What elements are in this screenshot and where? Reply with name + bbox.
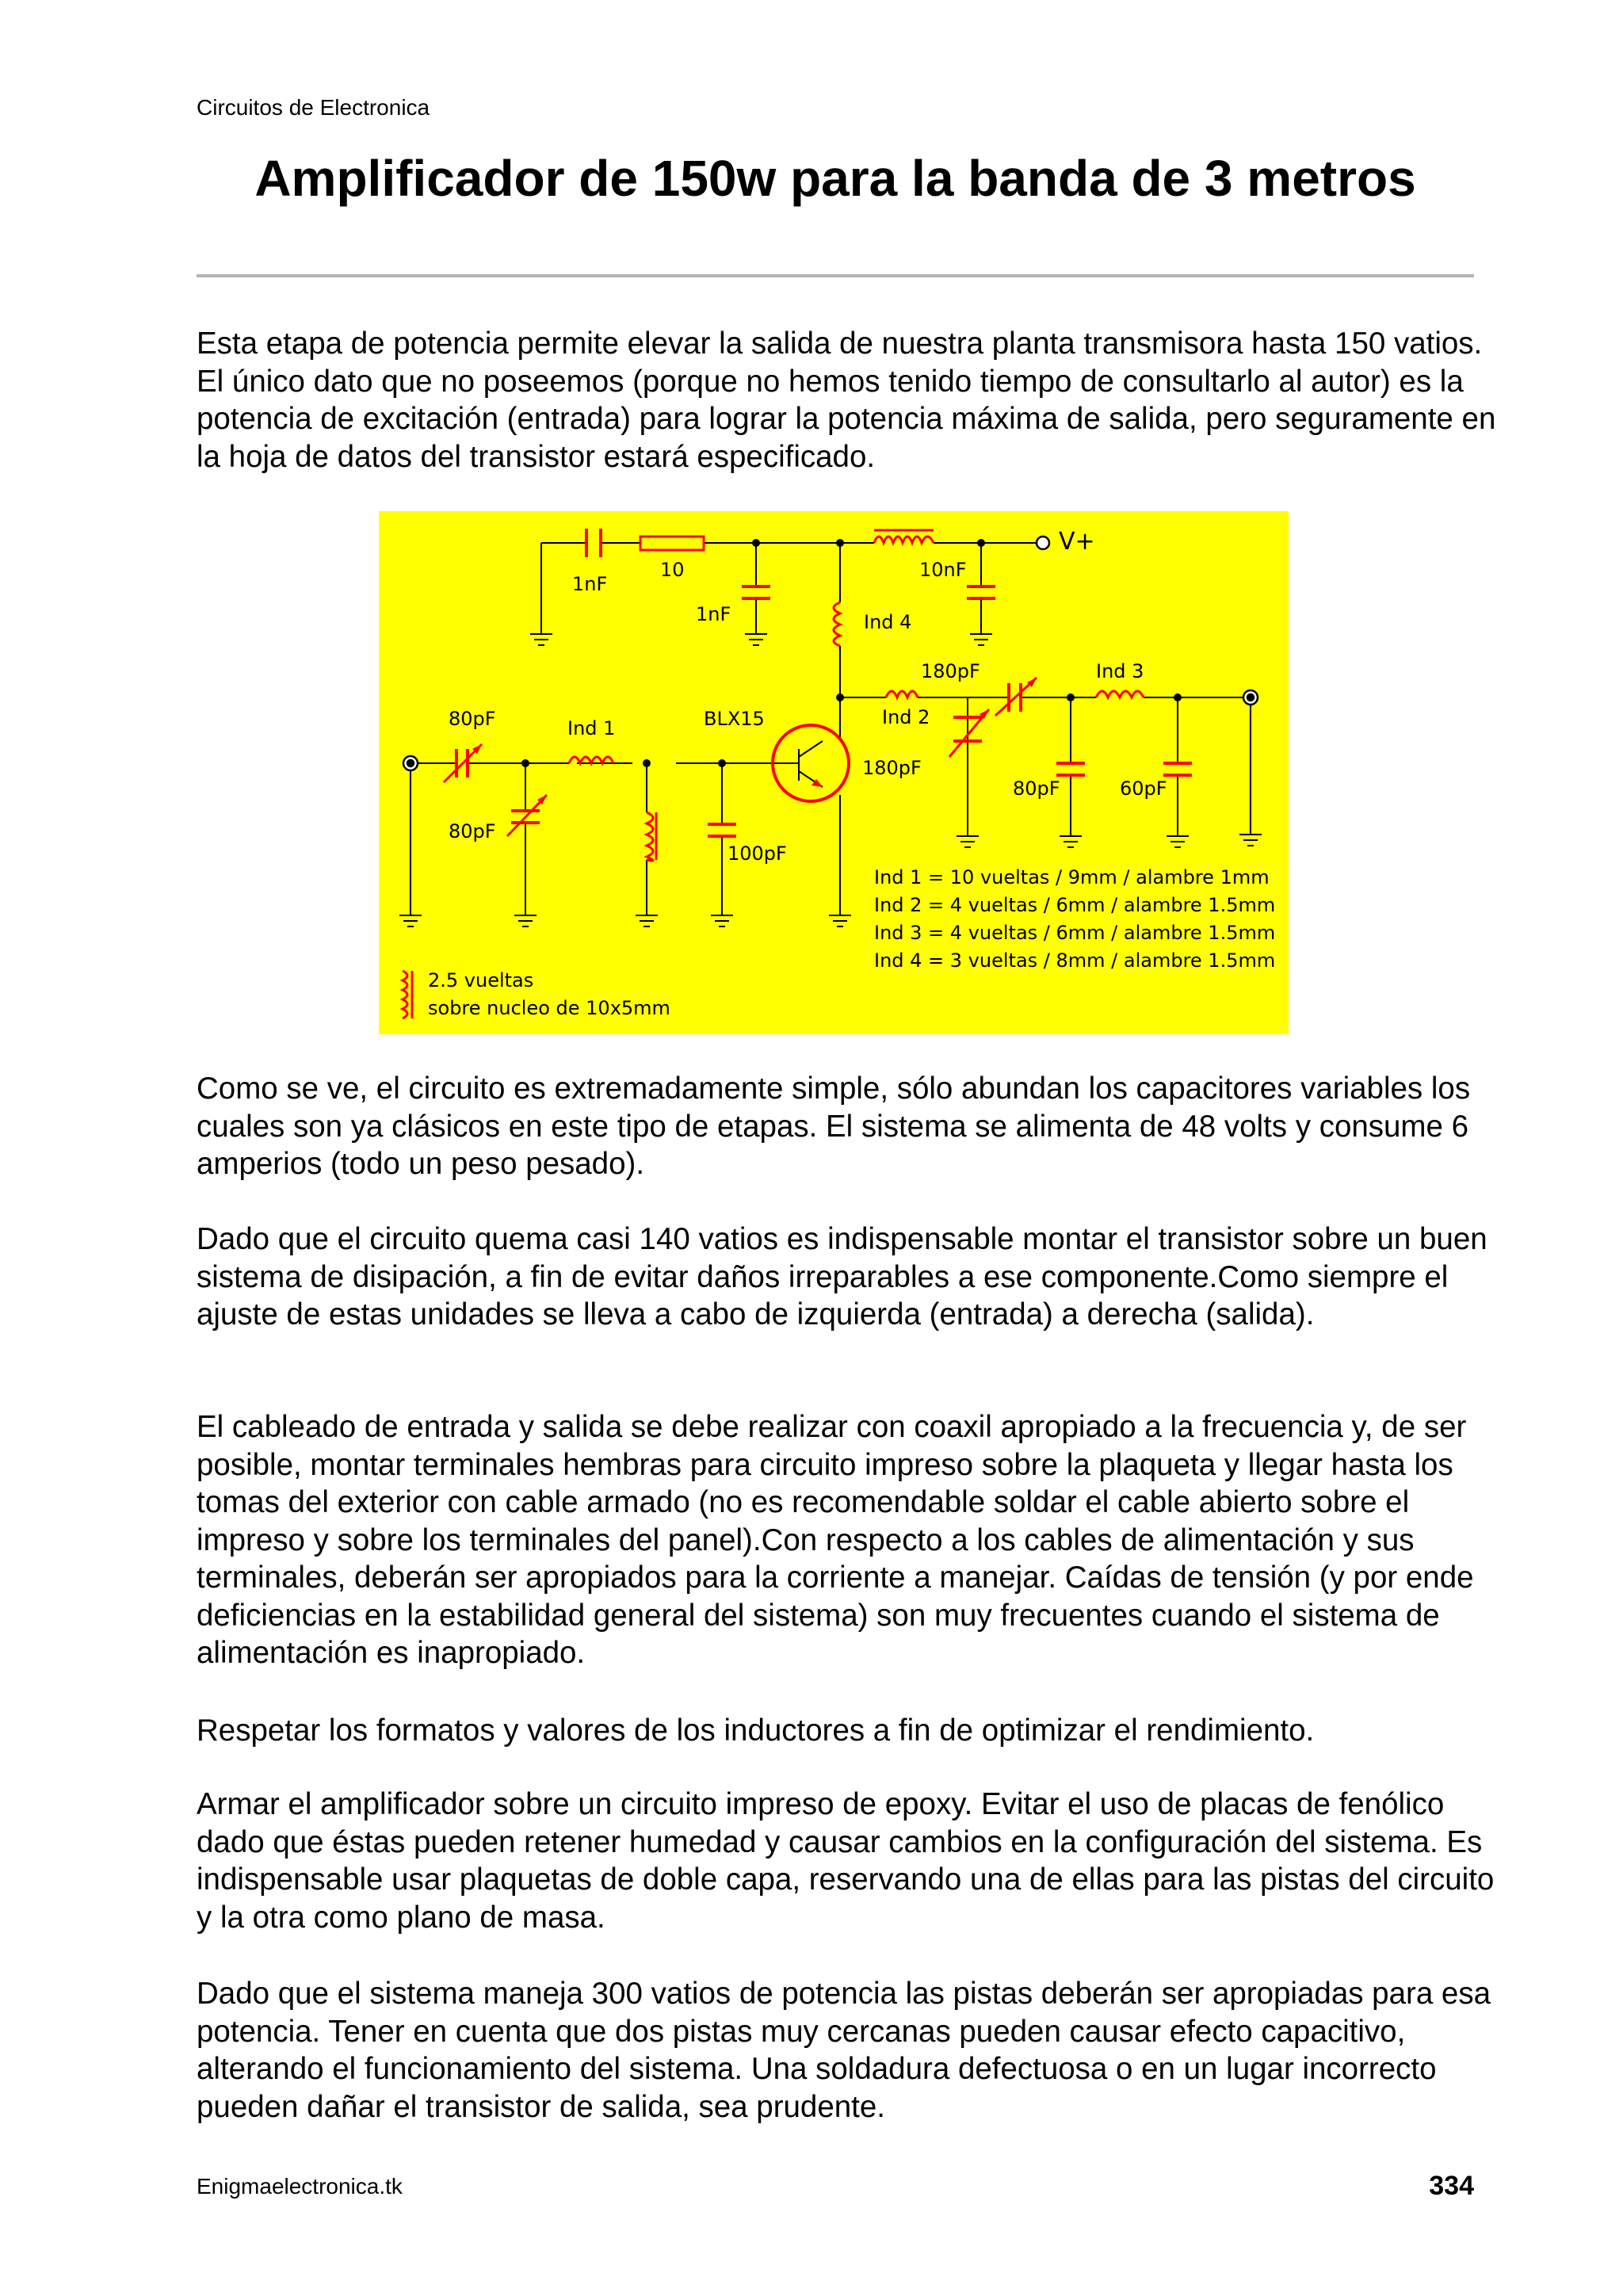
junction-dots — [521, 539, 1182, 767]
label-vc-out-series: 180pF — [921, 660, 980, 682]
label-vc-out-shunt: 180pF — [862, 757, 922, 779]
label-c-base: 100pF — [727, 842, 787, 865]
paragraph-3: El cableado de entrada y salida se debe realizar con coaxil apropiado a la frecuencia y, de ser posible, montar terminales hembras para circuito impreso sobre la plaqueta y llegar hasta los tomas del exterior con cable armado (no es recomendable soldar el cable abierto sobre el impreso y sobre los terminales del panel).Con respecto a los cables de alimentación y sus terminales, deberán ser apropiados para la corriente a manejar. Caídas de tensión (y por ende deficiencias en la estabilidad general del sistema) son muy frecuentes cuando el sistema de alimentación es inapropiado. — [197, 1410, 1474, 1670]
note-ind4: Ind 4 = 3 vueltas / 8mm / alambre 1.5mm — [874, 949, 1276, 972]
label-transistor: BLX15 — [704, 708, 765, 730]
footer-site: Enigmaelectronica.tk — [197, 2174, 403, 2199]
label-ind3: Ind 3 — [1096, 660, 1144, 682]
terminals — [403, 537, 1258, 770]
paragraph-2: Dado que el circuito quema casi 140 vatios es indispensable montar el transistor sobre un buen sistema de disipación, a fin de evitar daños irreparables a ese componente.Como siempre el ajuste de estas unidades se lleva a cabo de izquierda (entrada) a derecha (salida). — [197, 1222, 1487, 1331]
label-vc-in-shunt: 80pF — [449, 820, 496, 842]
label-ind2: Ind 2 — [882, 706, 930, 728]
label-c2: 1nF — [696, 603, 731, 625]
label-ind4: Ind 4 — [864, 611, 912, 633]
label-c-out2: 60pF — [1120, 777, 1167, 800]
title-divider — [197, 274, 1474, 277]
label-vc-in-series: 80pF — [449, 708, 496, 730]
supply-label: V+ — [1059, 528, 1095, 556]
label-resistor: 10 — [660, 559, 685, 581]
paragraph-6: Dado que el sistema maneja 300 vatios de potencia las pistas deberán ser apropiadas para esa potencia. Tener en cuenta que dos pistas muy cercanas pueden causar efecto capacitivo, alterando el funcionamiento del sistema. Una soldadura defectuosa o en un lugar incorrecto pueden dañar el transistor de salida, sea prudente. — [197, 1977, 1491, 2124]
paragraph-4: Respetar los formatos y valores de los inductores a fin de optimizar el rendimiento. — [197, 1713, 1315, 1748]
note-ind1: Ind 1 = 10 vueltas / 9mm / alambre 1mm — [874, 866, 1270, 888]
note-ind3: Ind 3 = 4 vueltas / 6mm / alambre 1.5mm — [874, 922, 1276, 944]
schematic-components — [403, 529, 1192, 1018]
paragraph-1: Como se ve, el circuito es extremadamente simple, sólo abundan los capacitores variables los cuales son ya clásicos en este tipo de etapas. El sistema se alimenta de 48 volts y consume 6 amperios (todo un peso pesado). — [197, 1072, 1471, 1181]
intro-paragraph: Esta etapa de potencia permite elevar la salida de nuestra planta transmisora hasta 150 vatios. El único dato que no poseemos (porque no hemos tenido tiempo de consultarlo al autor) es la potencia de excitación (entrada) para lograr la potencia máxima de salida, pero seguramente en la hoja de datos del transistor estará especificado. — [197, 327, 1496, 474]
label-c3: 10nF — [919, 559, 967, 581]
page-title: Amplificador de 150w para la banda de 3 metros — [254, 150, 1416, 207]
choke-note-core: sobre nucleo de 10x5mm — [428, 997, 670, 1019]
label-c1: 1nF — [572, 573, 608, 595]
choke-note-turns: 2.5 vueltas — [428, 969, 534, 991]
label-c-out1: 80pF — [1013, 777, 1060, 800]
page-number: 334 — [1429, 2171, 1474, 2201]
amplifier-schematic — [379, 511, 1289, 1034]
running-header: Circuitos de Electronica — [197, 95, 430, 120]
note-ind2: Ind 2 = 4 vueltas / 6mm / alambre 1.5mm — [874, 894, 1276, 916]
paragraph-5: Armar el amplificador sobre un circuito impreso de epoxy. Evitar el uso de placas de fenólico dado que éstas pueden retener humedad y causar cambios en la configuración del sistema. Es indispensable usar plaquetas de doble capa, reservando una de ellas para las pistas del circuito y la otra como plano de masa. — [197, 1787, 1495, 1935]
label-ind1: Ind 1 — [567, 717, 616, 739]
